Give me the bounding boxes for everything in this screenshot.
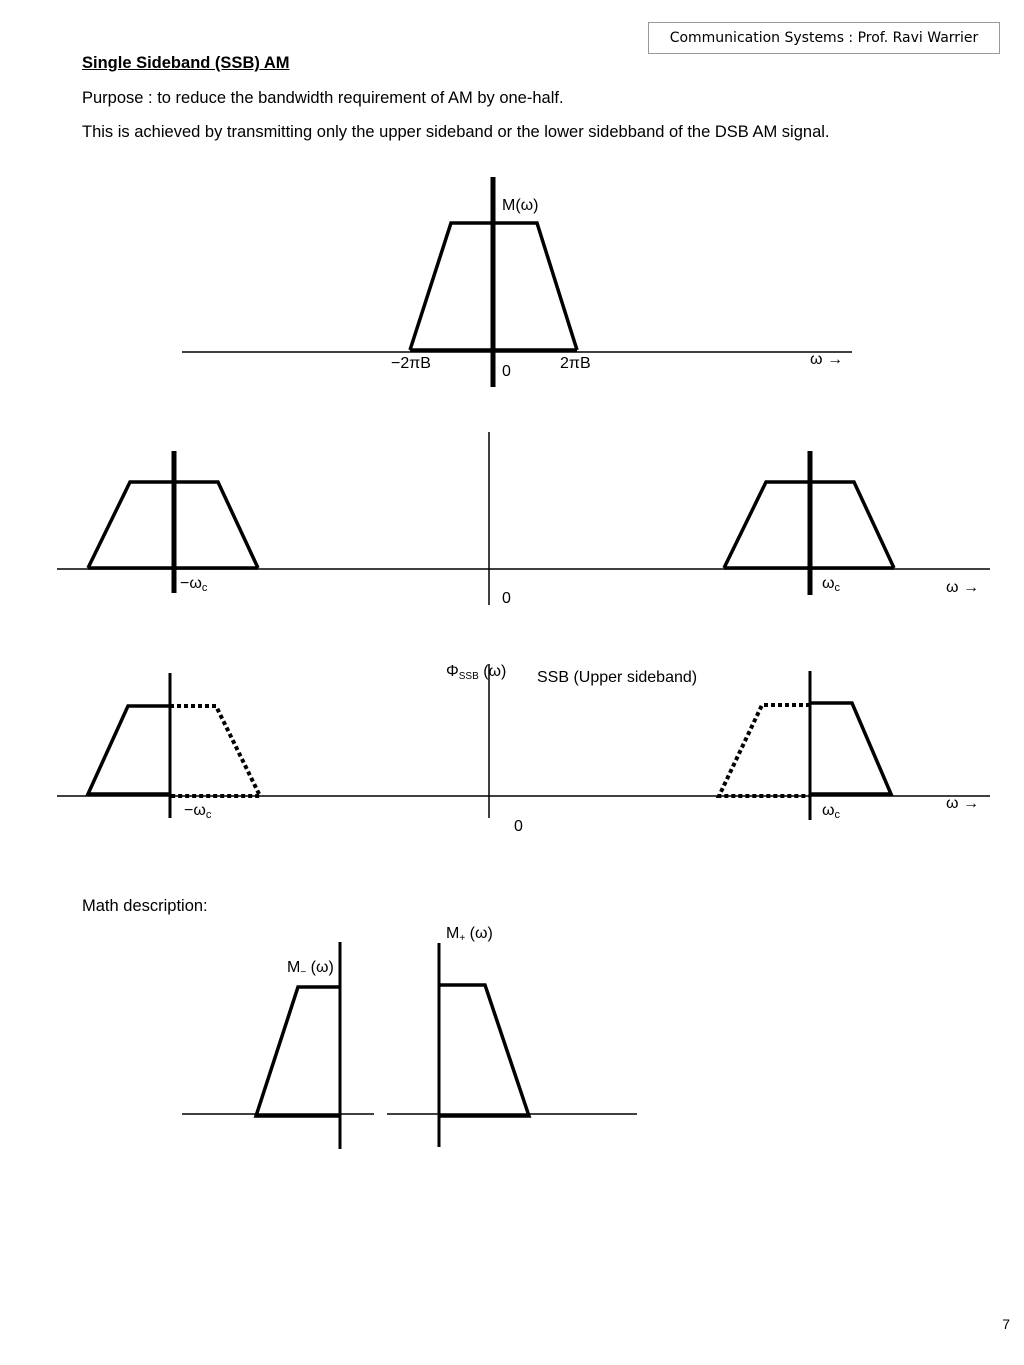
pos-2piB-label: 2πB [560, 355, 591, 372]
math-description-heading: Math description: [82, 897, 208, 915]
neg-wc-label: −ωc [180, 575, 208, 594]
zero-label: 0 [514, 818, 523, 835]
omega-axis-label: ω → [946, 579, 979, 596]
omega-axis-label: ω → [946, 795, 979, 812]
purpose-text: Purpose : to reduce the bandwidth requirement of AM by one-half. [82, 89, 564, 107]
wc-label: ωc [822, 802, 840, 821]
page-number: 7 [1002, 1316, 1010, 1332]
wc-label: ωc [822, 575, 840, 594]
math-description-diagram [182, 942, 637, 1149]
m-minus-shape [256, 987, 340, 1116]
neg-upper-sideband [88, 706, 170, 794]
ssb-upper-sideband-label: SSB (Upper sideband) [537, 669, 698, 686]
phi-ssb-label: ΦSSB (ω) [446, 663, 507, 682]
zero-label: 0 [502, 590, 511, 607]
m-minus-label: M− (ω) [287, 959, 334, 978]
pos-suppressed-sideband [719, 705, 810, 796]
zero-label: 0 [502, 363, 511, 380]
ssb-spectrum-diagram [57, 664, 990, 820]
neg-suppressed-sideband [170, 706, 260, 796]
course-header: Communication Systems : Prof. Ravi Warrier [648, 22, 1000, 54]
m-omega-label: M(ω) [502, 197, 539, 214]
page-title: Single Sideband (SSB) AM [82, 54, 290, 72]
neg-wc-label: −ωc [184, 802, 212, 821]
m-plus-shape [439, 985, 529, 1116]
m-plus-label: M+ (ω) [446, 925, 493, 944]
pos-upper-sideband [810, 703, 891, 794]
omega-axis-label: ω → [810, 351, 843, 368]
description-text: This is achieved by transmitting only the upper sideband or the lower sidebband of the DSB AM signal. [82, 123, 830, 141]
neg-2piB-label: −2πB [391, 355, 431, 372]
